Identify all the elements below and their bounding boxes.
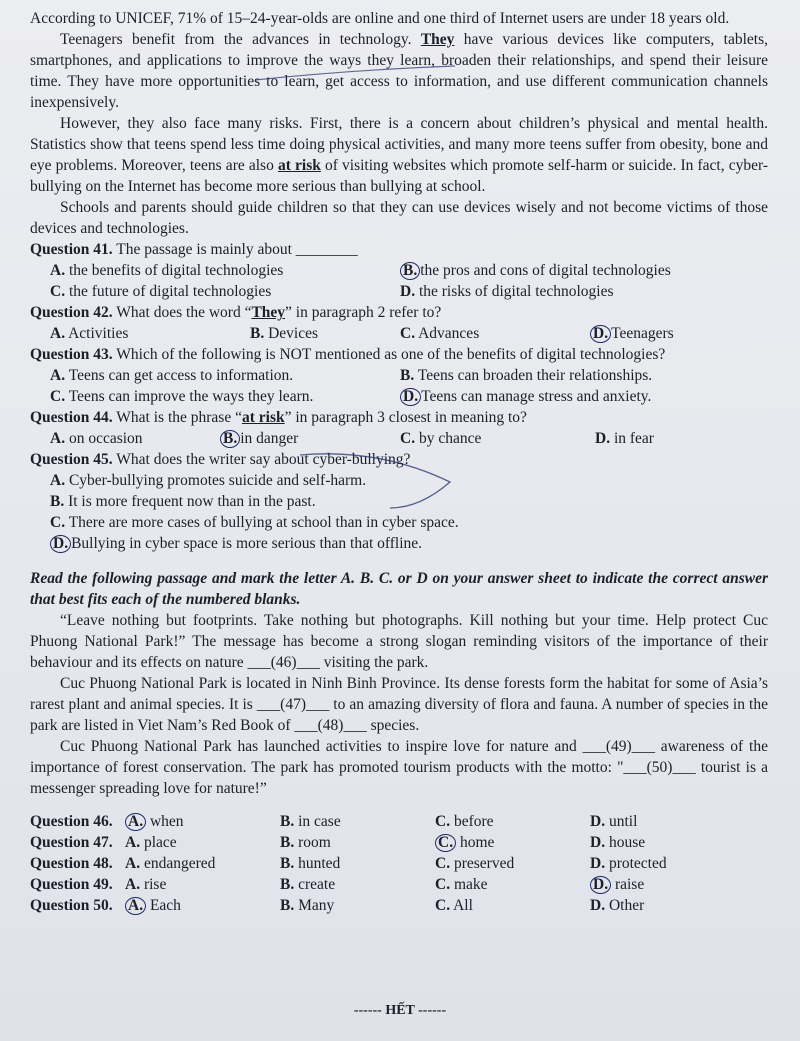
grid-option-b[interactable]: B. Many bbox=[280, 897, 335, 914]
question-text: The passage is mainly about ________ bbox=[116, 241, 358, 258]
option-b[interactable]: B. It is more frequent now than in the past. bbox=[50, 493, 316, 510]
grid-option-b[interactable]: B. room bbox=[280, 834, 331, 851]
grid-option-d[interactable]: D. house bbox=[590, 834, 646, 851]
question-label: Question 45. bbox=[30, 451, 113, 468]
grid-option-a[interactable]: A. place bbox=[125, 834, 177, 851]
passage1-p3-end: of visiting websites which promote self-harm or suicide. In fact, cyber-bullying on the Internet has become more serious than bullying at school. bbox=[30, 157, 768, 195]
question-label: Question 42. bbox=[30, 304, 113, 321]
grid-option-c[interactable]: C. home bbox=[435, 832, 590, 853]
option-c[interactable]: C. Advances bbox=[400, 325, 480, 342]
grid-option-d[interactable]: D. raise bbox=[590, 874, 768, 895]
grid-option-a[interactable]: A. when bbox=[125, 811, 280, 832]
circled-answer-mark: B. bbox=[400, 262, 420, 280]
grid-question-label: Question 48. bbox=[30, 855, 113, 872]
option-a[interactable]: A. Teens can get access to information. bbox=[50, 367, 294, 384]
passage2-paragraph-1: “Leave nothing but footprints. Take nothing but photographs. Kill nothing but your time. Help protect Cuc Phuong National Park!” The message has become a strong slogan reminding visitors of the importance of their behaviour and its effects on nature ___(46)___ visiting the park. bbox=[30, 612, 768, 671]
passage1-p3-start: However, they also face many risks. First, there is a concern about children’s physical and mental health. Statistics show that teens spend less time doing physical activities, and many more teens suffer from obesity, bone and eye problems. Moreover, teens are also bbox=[30, 115, 768, 174]
grid-option-c[interactable]: C. All bbox=[435, 897, 473, 914]
section-instruction: Read the following passage and mark the letter A. B. C. or D on your answer sheet to indicate the correct answer that best fits each of the numbered blanks. bbox=[30, 570, 768, 608]
grid-option-a[interactable]: A. rise bbox=[125, 876, 167, 893]
grid-option-b[interactable]: B. in case bbox=[280, 813, 341, 830]
option-c[interactable]: C. Teens can improve the ways they learn. bbox=[50, 388, 314, 405]
option-d[interactable]: D. Teenagers bbox=[590, 323, 768, 344]
reading-passage-2 bbox=[30, 610, 768, 799]
passage2-paragraph-3: Cuc Phuong National Park has launched activities to inspire love for nature and ___(49)___ awareness of the importance of forest conservation. The park has promoted tourism products with the motto: "___(50)___ tourist is a messenger spreading love for nature!” bbox=[30, 738, 768, 797]
option-c[interactable]: C. by chance bbox=[400, 430, 482, 447]
passage1-paragraph-3 bbox=[30, 113, 768, 197]
option-a[interactable]: A. the benefits of digital technologies bbox=[50, 262, 284, 279]
question-44: Question 44. What is the phrase “at risk” in paragraph 3 closest in meaning to? A. on occasion B. in danger C. by chance D. in fear bbox=[30, 407, 768, 449]
option-c[interactable]: C. the future of digital technologies bbox=[50, 283, 272, 300]
option-d[interactable]: D. Teens can manage stress and anxiety. bbox=[400, 386, 768, 407]
grid-option-c[interactable]: C. preserved bbox=[435, 855, 515, 872]
question-label: Question 44. bbox=[30, 409, 113, 426]
circled-answer-mark: D. bbox=[590, 876, 611, 894]
circled-answer-mark: A. bbox=[125, 897, 146, 915]
reading-passage-1 bbox=[30, 8, 768, 239]
circled-answer-mark: D. bbox=[400, 388, 421, 406]
circled-answer-mark: A. bbox=[125, 813, 146, 831]
option-b[interactable]: B. Devices bbox=[250, 325, 319, 342]
cloze-answer-grid bbox=[30, 811, 768, 916]
grid-option-d[interactable]: D. protected bbox=[590, 855, 667, 872]
grid-option-c[interactable]: C. make bbox=[435, 876, 488, 893]
question-label: Question 43. bbox=[30, 346, 113, 363]
grid-option-b[interactable]: B. create bbox=[280, 876, 336, 893]
grid-question-label: Question 50. bbox=[30, 897, 113, 914]
circled-answer-mark: D. bbox=[590, 325, 611, 343]
grid-question-label: Question 49. bbox=[30, 876, 113, 893]
option-b[interactable]: B. the pros and cons of digital technologies bbox=[400, 260, 768, 281]
grid-option-a[interactable]: A. Each bbox=[125, 895, 280, 916]
highlight-they: They bbox=[420, 31, 455, 48]
option-d[interactable]: D. the risks of digital technologies bbox=[400, 283, 614, 300]
passage1-paragraph-4: Schools and parents should guide children so that they can use devices wisely and not become victims of those devices and technologies. bbox=[30, 199, 768, 237]
end-marker: ------ HẾT ------ bbox=[353, 1003, 447, 1018]
option-a[interactable]: A. Cyber-bullying promotes suicide and self-harm. bbox=[50, 472, 367, 489]
passage1-paragraph-1: According to UNICEF, 71% of 15–24-year-olds are online and one third of Internet users are under 18 years old. bbox=[30, 10, 730, 27]
grid-option-a[interactable]: A. endangered bbox=[125, 855, 216, 872]
grid-question-label: Question 47. bbox=[30, 834, 113, 851]
question-42: Question 42. What does the word “They” in paragraph 2 refer to? A. Activities B. Devices C. Advances D. Teenagers bbox=[30, 302, 768, 344]
option-a[interactable]: A. on occasion bbox=[50, 430, 143, 447]
highlight-at-risk: at risk bbox=[277, 157, 321, 174]
grid-option-b[interactable]: B. hunted bbox=[280, 855, 341, 872]
passage1-p2-start: Teenagers benefit from the advances in technology. bbox=[60, 31, 421, 48]
question-45: Question 45. What does the writer say about cyber-bullying? A. Cyber-bullying promotes suicide and self-harm. B. It is more frequent now than in the past. C. There are more cases of bullying at school than in cyber space. D. Bullying in cyber space is more serious than that offline. bbox=[30, 449, 768, 554]
option-b[interactable]: B. in danger bbox=[220, 428, 400, 449]
option-d[interactable]: D. Bullying in cyber space is more serious than that offline. bbox=[50, 533, 768, 554]
question-label: Question 41. bbox=[30, 241, 113, 258]
passage1-p2-end: have various devices like computers, tablets, smartphones, and applications to improve the ways they learn, broaden their relationships, and spend their leisure time. They have more opportunities to learn, get access to information, and use different communication channels inexpensively. bbox=[30, 31, 769, 111]
option-a[interactable]: A. Activities bbox=[50, 325, 129, 342]
option-c[interactable]: C. There are more cases of bullying at school than in cyber space. bbox=[50, 514, 459, 531]
option-d[interactable]: D. in fear bbox=[595, 430, 654, 447]
grid-option-c[interactable]: C. before bbox=[435, 813, 494, 830]
grid-option-d[interactable]: D. until bbox=[590, 813, 638, 830]
grid-option-d[interactable]: D. Other bbox=[590, 897, 645, 914]
option-b[interactable]: B. Teens can broaden their relationships. bbox=[400, 367, 653, 384]
circled-answer-mark: D. bbox=[50, 535, 71, 553]
question-41 bbox=[30, 239, 768, 302]
passage1-paragraph-2 bbox=[30, 29, 768, 113]
passage2-paragraph-2: Cuc Phuong National Park is located in Ninh Binh Province. Its dense forests form the habitat for some of Asia’s rarest plant and animal species. It is ___(47)___ to an amazing diversity of flora and fauna. A number of species in the park are listed in Viet Nam’s Red Book of ___(48)___ species. bbox=[30, 675, 768, 734]
question-43: Question 43. Which of the following is NOT mentioned as one of the benefits of digital technologies? A. Teens can get access to information. B. Teens can broaden their relationships. C. Teens can improve the ways they learn. D. Teens can manage stress and anxiety. bbox=[30, 344, 768, 407]
grid-question-label: Question 46. bbox=[30, 813, 113, 830]
circled-answer-mark: C. bbox=[435, 834, 456, 852]
circled-answer-mark: B. bbox=[220, 430, 240, 448]
